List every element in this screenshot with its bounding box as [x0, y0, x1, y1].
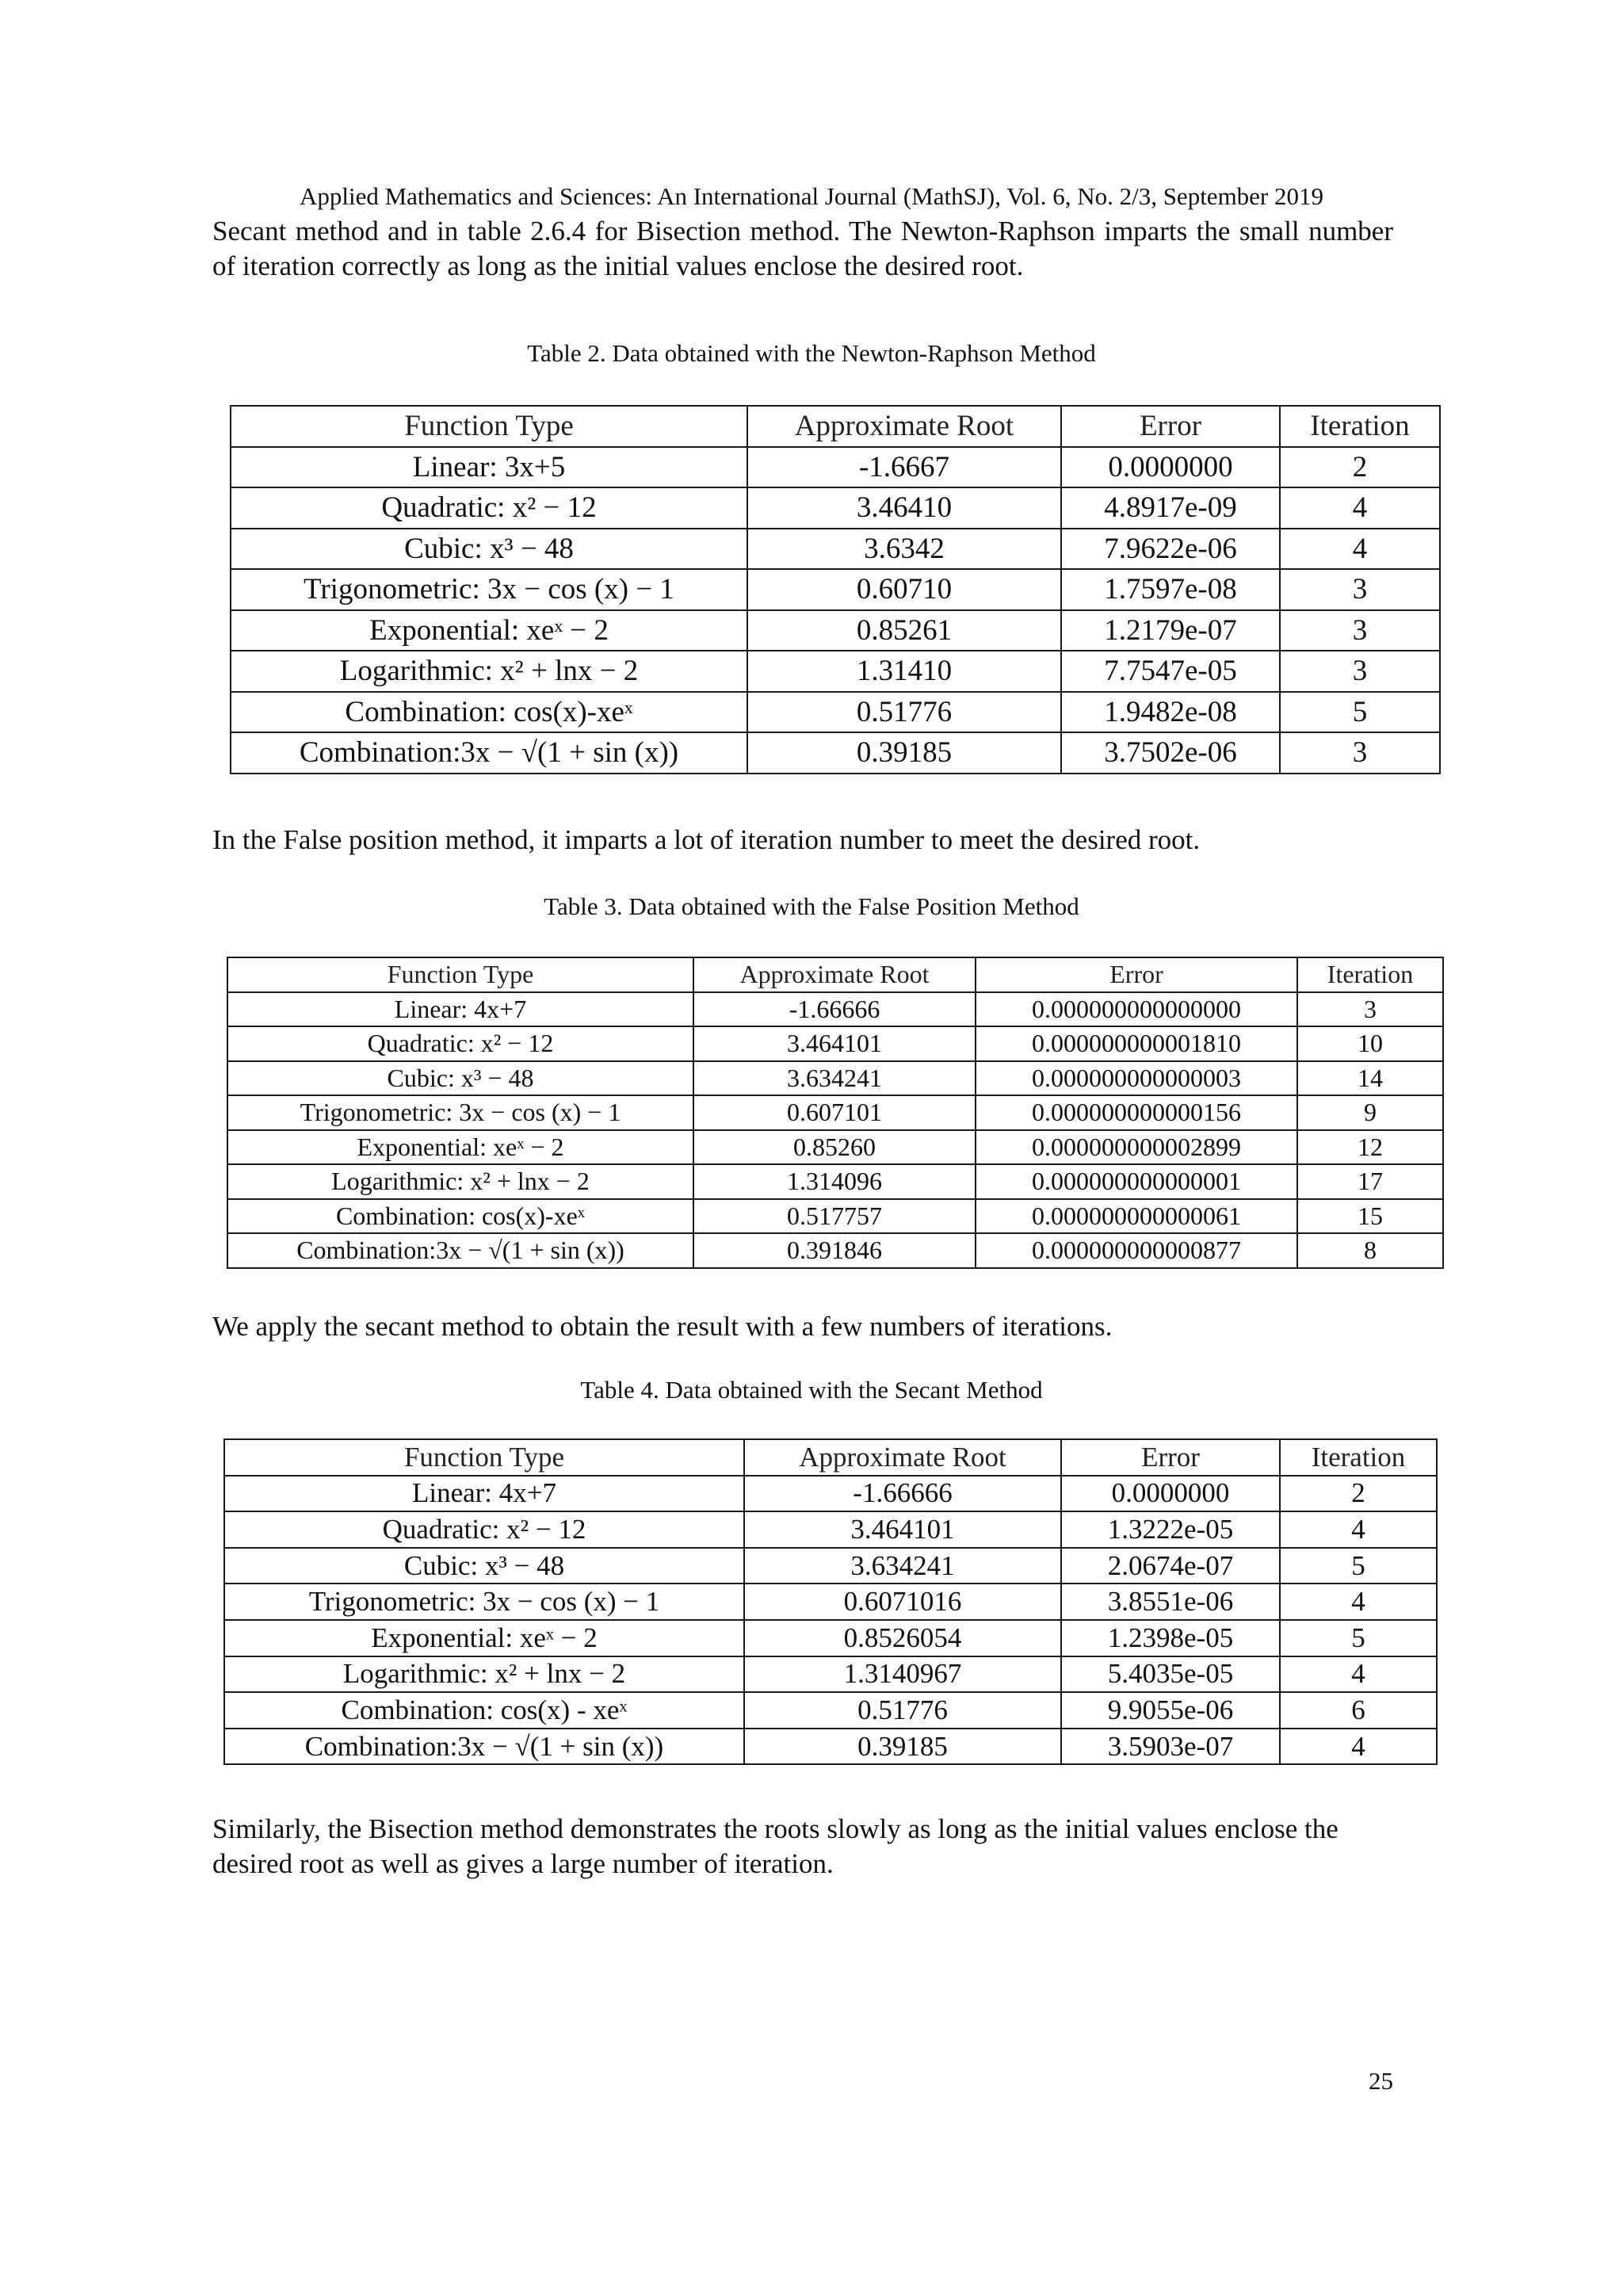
approximate-root-cell: -1.66666: [693, 992, 976, 1027]
function-type-cell: Cubic: x³ − 48: [231, 529, 747, 570]
function-type-cell: Trigonometric: 3x − cos (x) − 1: [231, 569, 747, 610]
table-row: [227, 1130, 1443, 1165]
error-cell: 7.9622e-06: [1061, 529, 1280, 570]
function-type-cell: Quadratic: x² − 12: [224, 1511, 744, 1548]
function-type-cell: Linear: 4x+7: [227, 992, 693, 1027]
table-header-row: [227, 957, 1443, 992]
approximate-root-cell: -1.6667: [747, 447, 1061, 488]
table-row: [231, 732, 1440, 774]
table-row: [231, 487, 1440, 529]
table-row: [231, 569, 1440, 610]
error-cell: 1.3222e-05: [1061, 1511, 1280, 1548]
function-type-cell: Combination: cos(x)-xeˣ: [231, 692, 747, 733]
approximate-root-cell: 0.51776: [747, 692, 1061, 733]
approximate-root-cell: 3.464101: [744, 1511, 1061, 1548]
approximate-root-cell: 0.517757: [693, 1199, 976, 1234]
table-row: [224, 1584, 1437, 1620]
bisection-paragraph: Similarly, the Bisection method demonstrates the roots slowly as long as the initial values enclose the desired root as well as gives a large number of iteration.: [212, 1813, 1338, 1879]
iteration-cell: 8: [1297, 1233, 1443, 1268]
table-row: [227, 1095, 1443, 1130]
table-4-caption: Table 4. Data obtained with the Secant Method: [580, 1376, 1043, 1404]
iteration-cell: 10: [1297, 1026, 1443, 1061]
iteration-cell: 2: [1280, 1476, 1437, 1512]
error-cell: 0.000000000000003: [976, 1061, 1297, 1096]
iteration-cell: 3: [1280, 651, 1440, 692]
table-row: [227, 1199, 1443, 1234]
column-header: Error: [976, 957, 1297, 992]
error-cell: 3.8551e-06: [1061, 1584, 1280, 1620]
column-header: Iteration: [1280, 1439, 1437, 1476]
column-header: Error: [1061, 1439, 1280, 1476]
error-cell: 0.000000000000001: [976, 1164, 1297, 1199]
table-row: [224, 1511, 1437, 1548]
iteration-cell: 6: [1280, 1692, 1437, 1729]
function-type-cell: Linear: 4x+7: [224, 1476, 744, 1512]
function-type-cell: Exponential: xeˣ − 2: [224, 1620, 744, 1656]
false-position-paragraph: In the False position method, it imparts a lot of iteration number to meet the desired root.: [212, 824, 1201, 855]
table-row: [231, 651, 1440, 692]
function-type-cell: Exponential: xeˣ − 2: [231, 610, 747, 651]
error-cell: 0.000000000001810: [976, 1026, 1297, 1061]
iteration-cell: 14: [1297, 1061, 1443, 1096]
iteration-cell: 5: [1280, 692, 1440, 733]
iteration-cell: 4: [1280, 487, 1440, 529]
error-cell: 7.7547e-05: [1061, 651, 1280, 692]
function-type-cell: Trigonometric: 3x − cos (x) − 1: [224, 1584, 744, 1620]
error-cell: 1.2179e-07: [1061, 610, 1280, 651]
function-type-cell: Combination:3x − √(1 + sin (x)): [227, 1233, 693, 1268]
function-type-cell: Quadratic: x² − 12: [231, 487, 747, 529]
table-row: [227, 1164, 1443, 1199]
error-cell: 0.000000000000000: [976, 992, 1297, 1027]
column-header: Approximate Root: [744, 1439, 1061, 1476]
iteration-cell: 9: [1297, 1095, 1443, 1130]
journal-header: Applied Mathematics and Sciences: An International Journal (MathSJ), Vol. 6, No. 2/3, September 2019: [299, 182, 1324, 210]
iteration-cell: 4: [1280, 1511, 1437, 1548]
approximate-root-cell: 1.31410: [747, 651, 1061, 692]
approximate-root-cell: 3.46410: [747, 487, 1061, 529]
iteration-cell: 4: [1280, 1729, 1437, 1765]
approximate-root-cell: 0.39185: [744, 1729, 1061, 1765]
column-header: Iteration: [1280, 406, 1440, 447]
table-header-row: [231, 406, 1440, 447]
approximate-root-cell: 0.85261: [747, 610, 1061, 651]
table-2-caption: Table 2. Data obtained with the Newton-Raphson Method: [527, 339, 1096, 367]
iteration-cell: 4: [1280, 1656, 1437, 1693]
table-row: [224, 1692, 1437, 1729]
column-header: Approximate Root: [747, 406, 1061, 447]
error-cell: 9.9055e-06: [1061, 1692, 1280, 1729]
iteration-cell: 5: [1280, 1548, 1437, 1584]
function-type-cell: Exponential: xeˣ − 2: [227, 1130, 693, 1165]
approximate-root-cell: 0.391846: [693, 1233, 976, 1268]
function-type-cell: Linear: 3x+5: [231, 447, 747, 488]
error-cell: 5.4035e-05: [1061, 1656, 1280, 1693]
iteration-cell: 2: [1280, 447, 1440, 488]
table-row: [231, 529, 1440, 570]
iteration-cell: 17: [1297, 1164, 1443, 1199]
table-row: [227, 992, 1443, 1027]
approximate-root-cell: 0.51776: [744, 1692, 1061, 1729]
error-cell: 4.8917e-09: [1061, 487, 1280, 529]
approximate-root-cell: 0.607101: [693, 1095, 976, 1130]
approximate-root-cell: 0.85260: [693, 1130, 976, 1165]
error-cell: 1.9482e-08: [1061, 692, 1280, 733]
approximate-root-cell: 3.6342: [747, 529, 1061, 570]
approximate-root-cell: 3.634241: [744, 1548, 1061, 1584]
error-cell: 1.2398e-05: [1061, 1620, 1280, 1656]
iteration-cell: 4: [1280, 1584, 1437, 1620]
false-position-table: [227, 957, 1444, 1269]
approximate-root-cell: 0.60710: [747, 569, 1061, 610]
function-type-cell: Logarithmic: x² + lnx − 2: [231, 651, 747, 692]
iteration-cell: 3: [1280, 569, 1440, 610]
table-row: [227, 1026, 1443, 1061]
intro-paragraph: Secant method and in table 2.6.4 for Bisection method. The Newton-Raphson imparts the small number of iteration correctly as long as the initial values enclose the desired root.: [212, 216, 1393, 281]
table-row: [224, 1476, 1437, 1512]
error-cell: 0.0000000: [1061, 447, 1280, 488]
function-type-cell: Trigonometric: 3x − cos (x) − 1: [227, 1095, 693, 1130]
column-header: Function Type: [224, 1439, 744, 1476]
iteration-cell: 12: [1297, 1130, 1443, 1165]
table-row: [224, 1620, 1437, 1656]
error-cell: 0.000000000002899: [976, 1130, 1297, 1165]
iteration-cell: 15: [1297, 1199, 1443, 1234]
table-row: [224, 1548, 1437, 1584]
approximate-root-cell: 1.314096: [693, 1164, 976, 1199]
iteration-cell: 3: [1297, 992, 1443, 1027]
column-header: Function Type: [227, 957, 693, 992]
secant-paragraph: We apply the secant method to obtain the result with a few numbers of iterations.: [212, 1311, 1113, 1342]
iteration-cell: 3: [1280, 732, 1440, 774]
error-cell: 0.000000000000156: [976, 1095, 1297, 1130]
function-type-cell: Logarithmic: x² + lnx − 2: [224, 1656, 744, 1693]
column-header: Approximate Root: [693, 957, 976, 992]
table-3-caption: Table 3. Data obtained with the False Position Method: [544, 892, 1079, 920]
approximate-root-cell: 0.8526054: [744, 1620, 1061, 1656]
approximate-root-cell: 0.6071016: [744, 1584, 1061, 1620]
table-row: [227, 1233, 1443, 1268]
table-row: [227, 1061, 1443, 1096]
function-type-cell: Combination: cos(x)-xeˣ: [227, 1199, 693, 1234]
function-type-cell: Logarithmic: x² + lnx − 2: [227, 1164, 693, 1199]
error-cell: 0.0000000: [1061, 1476, 1280, 1512]
function-type-cell: Combination: cos(x) - xeˣ: [224, 1692, 744, 1729]
column-header: Iteration: [1297, 957, 1443, 992]
iteration-cell: 5: [1280, 1620, 1437, 1656]
newton-raphson-table: [230, 405, 1441, 774]
iteration-cell: 3: [1280, 610, 1440, 651]
approximate-root-cell: 0.39185: [747, 732, 1061, 774]
function-type-cell: Cubic: x³ − 48: [227, 1061, 693, 1096]
iteration-cell: 4: [1280, 529, 1440, 570]
table-header-row: [224, 1439, 1437, 1476]
function-type-cell: Combination:3x − √(1 + sin (x)): [231, 732, 747, 774]
approximate-root-cell: 3.464101: [693, 1026, 976, 1061]
approximate-root-cell: 3.634241: [693, 1061, 976, 1096]
column-header: Error: [1061, 406, 1280, 447]
error-cell: 3.7502e-06: [1061, 732, 1280, 774]
error-cell: 2.0674e-07: [1061, 1548, 1280, 1584]
error-cell: 0.000000000000877: [976, 1233, 1297, 1268]
approximate-root-cell: 1.3140967: [744, 1656, 1061, 1693]
approximate-root-cell: -1.66666: [744, 1476, 1061, 1512]
table-row: [231, 610, 1440, 651]
column-header: Function Type: [231, 406, 747, 447]
secant-table: [223, 1438, 1438, 1765]
function-type-cell: Combination:3x − √(1 + sin (x)): [224, 1729, 744, 1765]
table-row: [231, 447, 1440, 488]
error-cell: 3.5903e-07: [1061, 1729, 1280, 1765]
function-type-cell: Cubic: x³ − 48: [224, 1548, 744, 1584]
error-cell: 0.000000000000061: [976, 1199, 1297, 1234]
page-number: 25: [1369, 2067, 1393, 2095]
function-type-cell: Quadratic: x² − 12: [227, 1026, 693, 1061]
table-row: [231, 692, 1440, 733]
error-cell: 1.7597e-08: [1061, 569, 1280, 610]
table-row: [224, 1729, 1437, 1765]
table-row: [224, 1656, 1437, 1693]
